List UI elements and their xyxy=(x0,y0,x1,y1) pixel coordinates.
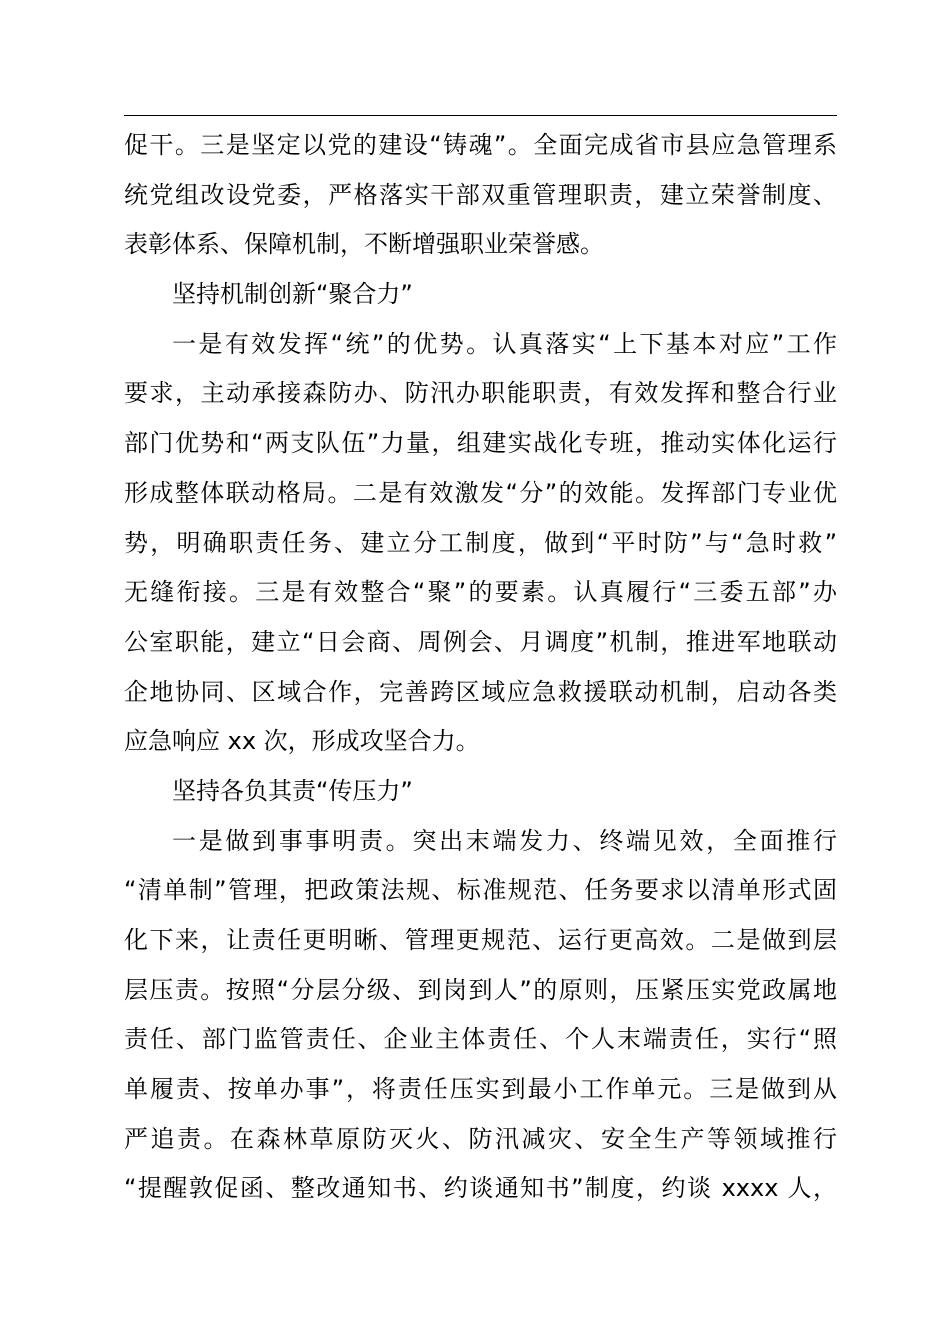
body-line-15: 一是做到事事明责。突出末端发力、终端见效，全面推行 xyxy=(172,826,837,855)
body-line-8: 形成整体联动格局。二是有效激发“分”的效能。发挥部门专业优 xyxy=(124,478,837,507)
body-line-10: 无缝衔接。三是有效整合“聚”的要素。认真履行“三委五部”办 xyxy=(124,578,837,607)
section-heading-responsibility: 坚持各负其责“传压力” xyxy=(172,776,413,805)
header-rule xyxy=(124,115,837,116)
body-line-7: 部门优势和“两支队伍”力量，组建实战化专班，推动实体化运行 xyxy=(124,429,837,458)
body-line-20: 单履责、按单办事”，将责任压实到最小工作单元。三是做到从 xyxy=(124,1075,837,1104)
body-line-19: 责任、部门监管责任、企业主体责任、个人末端责任，实行“照 xyxy=(124,1025,837,1054)
body-line-16: “清单制”管理，把政策法规、标准规范、任务要求以清单形式固 xyxy=(124,876,837,905)
body-line-21: 严追责。在森林草原防灭火、防汛减灾、安全生产等领域推行 xyxy=(124,1124,837,1153)
body-line-5: 一是有效发挥“统”的优势。认真落实“上下基本对应”工作 xyxy=(172,329,837,358)
body-line-22: “提醒敦促函、整改通知书、约谈通知书”制度，约谈 xxxx 人， xyxy=(124,1174,837,1203)
body-line-3: 表彰体系、保障机制，不断增强职业荣誉感。 xyxy=(124,230,604,259)
body-line-17: 化下来，让责任更明晰、管理更规范、运行更高效。二是做到层 xyxy=(124,926,837,954)
body-line-2: 统党组改设党委，严格落实干部双重管理职责，建立荣誉制度、 xyxy=(124,180,837,209)
document-body xyxy=(124,121,837,1214)
body-line-1: 促干。三是坚定以党的建设“铸魂”。全面完成省市县应急管理系 xyxy=(124,131,837,159)
body-line-13: 应急响应 xx 次，形成攻坚合力。 xyxy=(124,727,480,756)
body-line-9: 势，明确职责任务、建立分工制度，做到“平时防”与“急时救” xyxy=(124,528,837,557)
body-line-11: 公室职能，建立“日会商、周例会、月调度”机制，推进军地联动 xyxy=(124,627,837,656)
body-line-6: 要求，主动承接森防办、防汛办职能职责，有效发挥和整合行业 xyxy=(124,379,837,408)
section-heading-mechanism: 坚持机制创新“聚合力” xyxy=(172,280,413,309)
body-line-18: 层压责。按照“分层分级、到岗到人”的原则，压紧压实党政属地 xyxy=(124,975,837,1004)
body-line-12: 企地协同、区域合作，完善跨区域应急救援联动机制，启动各类 xyxy=(124,677,837,706)
